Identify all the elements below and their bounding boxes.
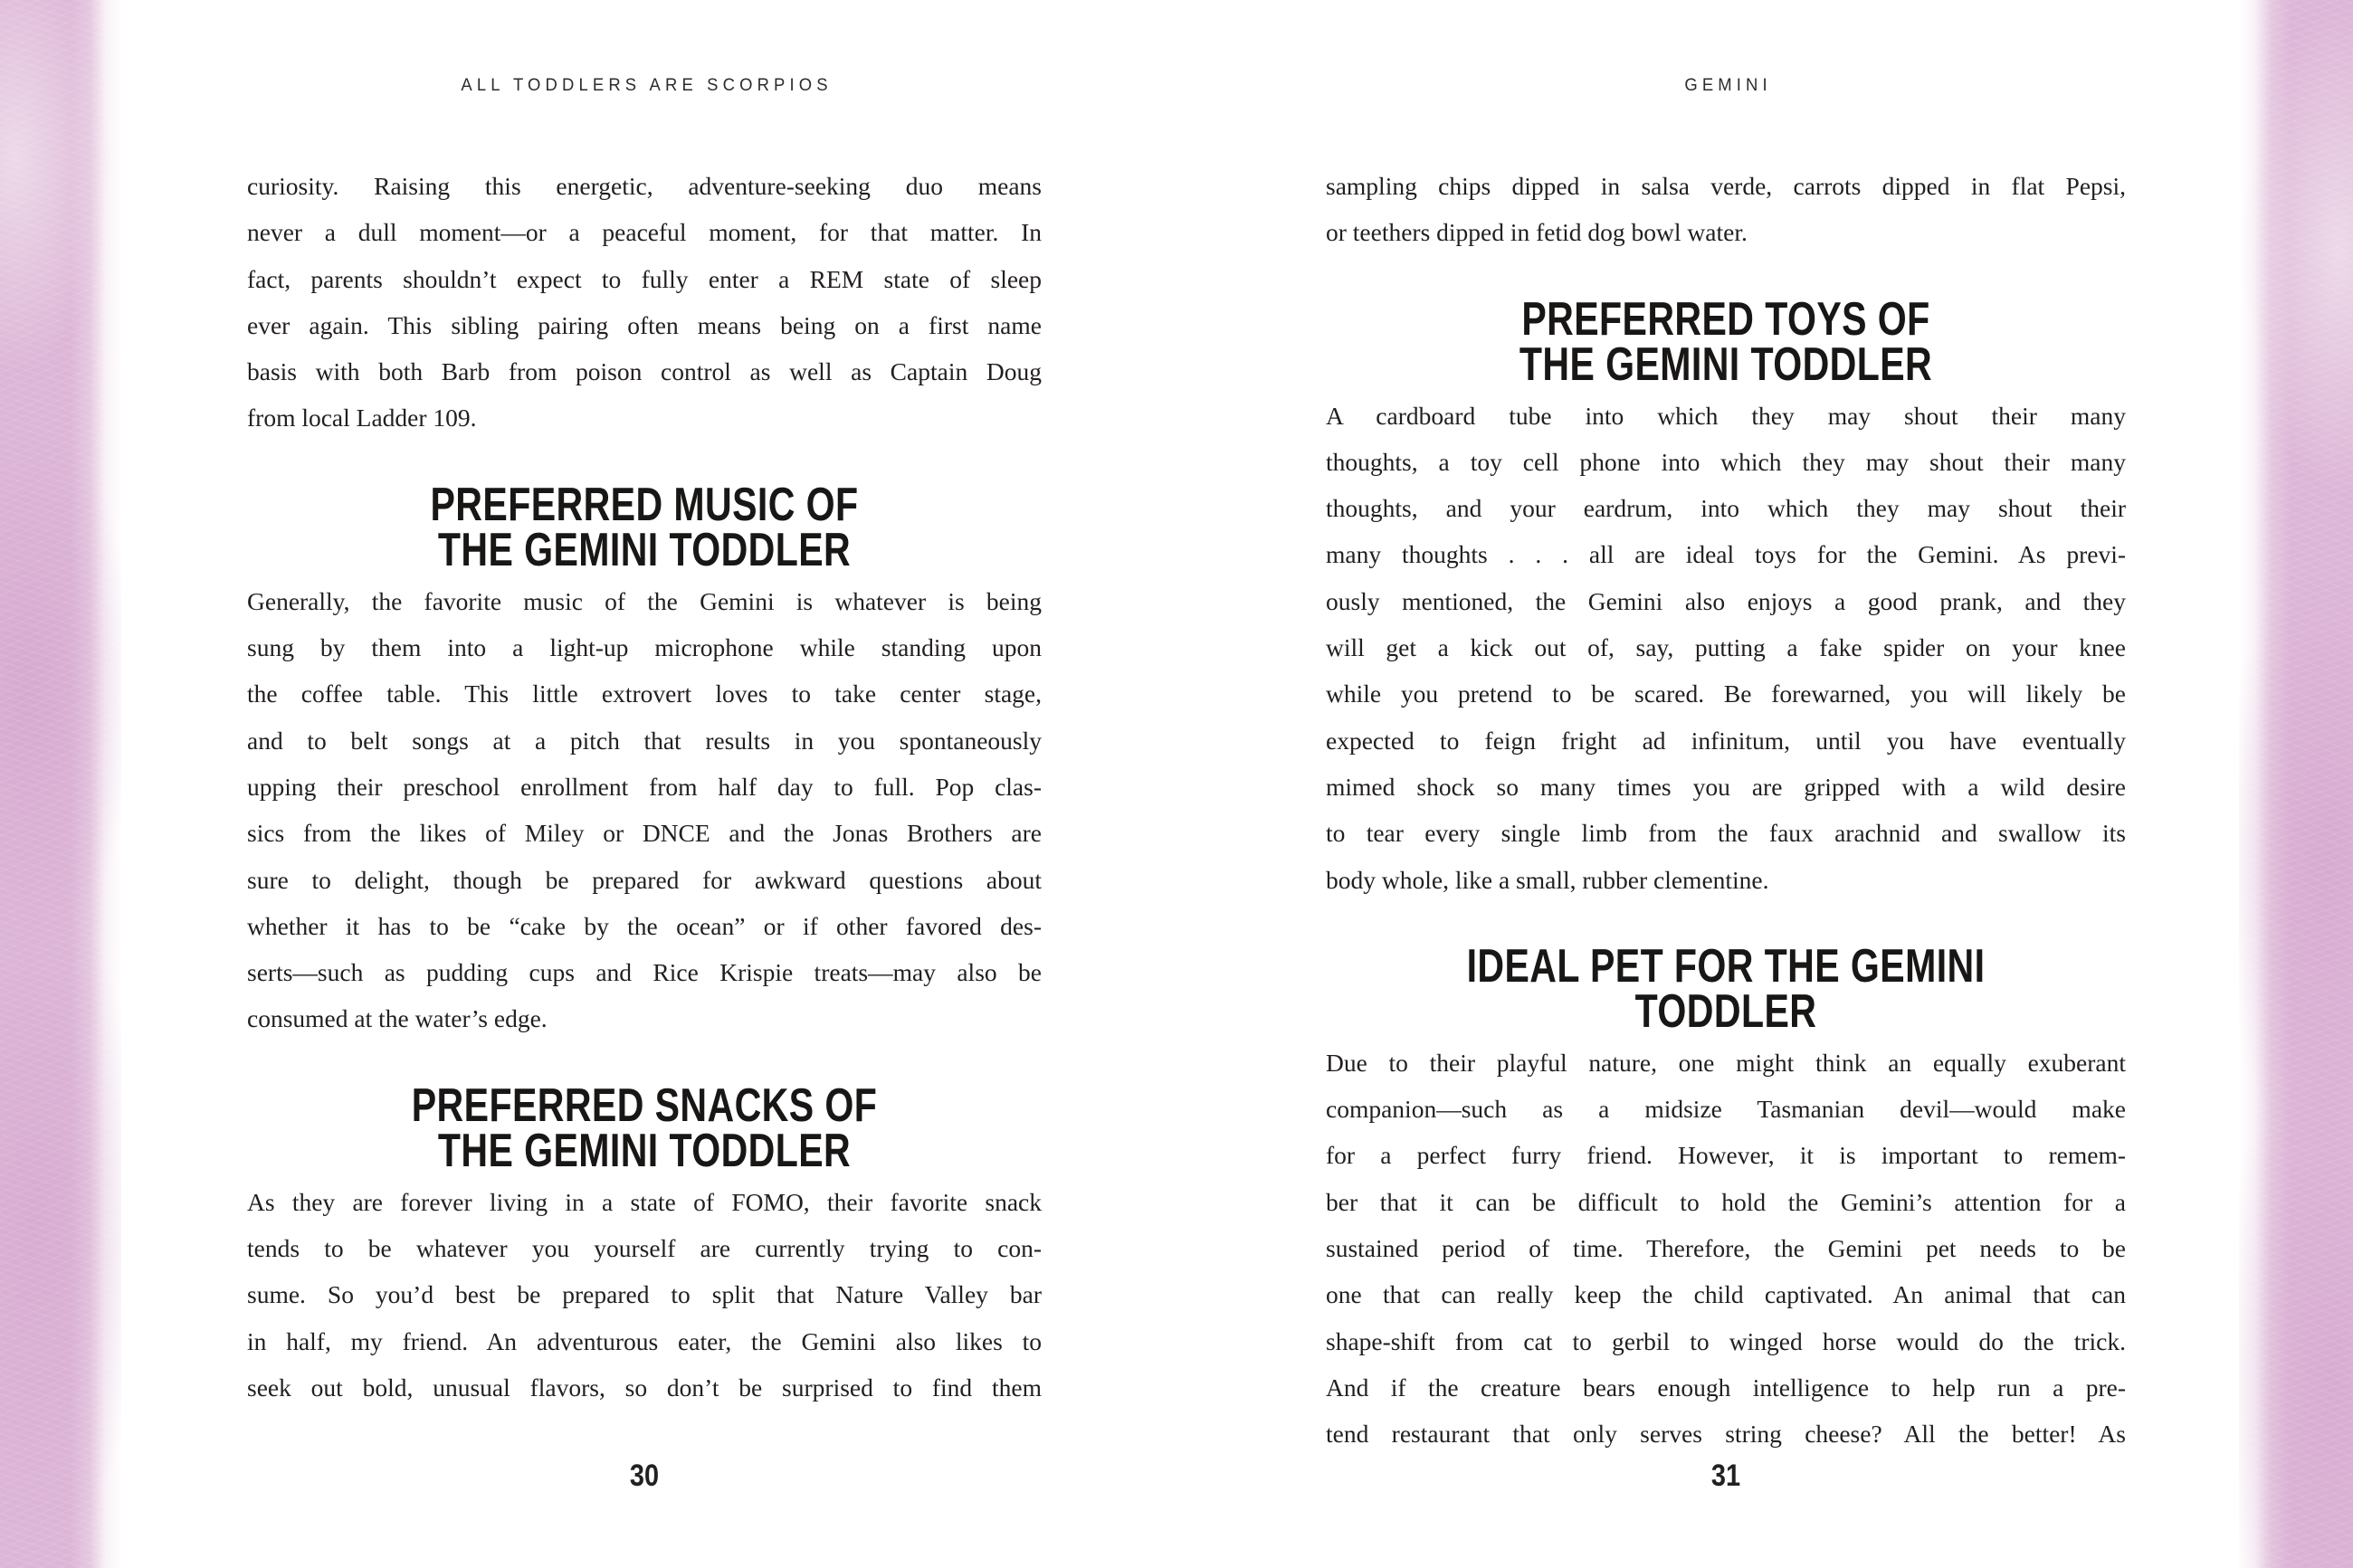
heading-line: THE GEMINI TODDLER <box>437 523 852 576</box>
text-line: or teethers dipped in fetid dog bowl water. <box>1326 218 1748 247</box>
text-line: seek out bold, unusual flavors, so don’t be surprised to find them <box>247 1373 1042 1402</box>
text-line: Due to their playful nature, one might think an equally exuberant <box>1326 1048 2126 1077</box>
text-line: serts—such as pudding cups and Rice Krispie treats—may also be <box>247 958 1042 987</box>
heading-line: PREFERRED SNACKS OF <box>411 1079 878 1132</box>
text-line: ever again. This sibling pairing often means being on a first name <box>247 310 1042 339</box>
text-line: body whole, like a small, rubber clementine. <box>1326 865 1769 894</box>
text-line: fact, parents shouldn’t expect to fully enter a REM state of sleep <box>247 264 1042 293</box>
paragraph <box>1326 163 2126 256</box>
text-line: companion—such as a midsize Tasmanian devil—would make <box>1326 1095 2126 1124</box>
text-line: sampling chips dipped in salsa verde, carrots dipped in flat Pepsi, <box>1326 172 2126 200</box>
section-heading <box>1410 939 2042 1038</box>
text-line: sics from the likes of Miley or DNCE and the Jonas Brothers are <box>247 819 1042 848</box>
page-number-right: 31 <box>1710 1459 1741 1493</box>
text-line: for a perfect furry friend. However, it is important to remem- <box>1326 1141 2126 1170</box>
page-number-left: 30 <box>629 1459 660 1493</box>
heading-line: THE GEMINI TODDLER <box>437 1124 852 1177</box>
text-line: mimed shock so many times you are gripped with a wild desire <box>1326 772 2126 801</box>
text-line: sume. So you’d best be prepared to split that Nature Valley bar <box>247 1280 1042 1309</box>
text-line: shape-shift from cat to gerbil to winged horse would do the trick. <box>1326 1326 2126 1355</box>
text-line: will get a kick out of, say, putting a fake spider on your knee <box>1326 633 2126 662</box>
text-line: Generally, the favorite music of the Gemini is whatever is being <box>247 586 1042 615</box>
text-line: thoughts, a toy cell phone into which they may shout their many <box>1326 447 2126 476</box>
text-line: ber that it can be difficult to hold the Gemini’s attention for a <box>1326 1187 2126 1216</box>
page-left <box>247 0 1042 1568</box>
text-line: in half, my friend. An adventurous eater, the Gemini also likes to <box>247 1326 1042 1355</box>
heading-line: THE GEMINI TODDLER <box>1519 337 1933 391</box>
text-line: upping their preschool enrollment from half day to full. Pop clas- <box>247 772 1042 801</box>
section-heading <box>330 1079 958 1177</box>
text-line: ously mentioned, the Gemini also enjoys a good prank, and they <box>1326 586 2126 615</box>
heading-line: IDEAL PET FOR THE GEMINI TODDLER <box>1466 939 1986 1038</box>
text-line: basis with both Barb from poison control as well as Captain Doug <box>247 357 1042 386</box>
watercolor-edge-right <box>2239 0 2353 1568</box>
text-line: tends to be whatever you yourself are currently trying to con- <box>247 1234 1042 1263</box>
paragraph <box>247 1179 1042 1411</box>
text-line: consumed at the water’s edge. <box>247 1004 548 1033</box>
text-line: expected to feign fright ad infinitum, until you have eventually <box>1326 726 2126 755</box>
text-line: and to belt songs at a pitch that results in you spontaneously <box>247 726 1042 755</box>
text-line: whether it has to be “cake by the ocean” or if other favored des- <box>247 911 1042 940</box>
text-line: never a dull moment—or a peaceful moment, for that matter. In <box>247 218 1042 247</box>
text-line: while you pretend to be scared. Be forewarned, you will likely be <box>1326 679 2126 708</box>
text-line: sustained period of time. Therefore, the Gemini pet needs to be <box>1326 1234 2126 1263</box>
text-line: sure to delight, though be prepared for awkward questions about <box>247 865 1042 894</box>
paragraph <box>247 163 1042 442</box>
heading-line: PREFERRED TOYS OF <box>1521 292 1930 346</box>
section-heading <box>330 478 958 576</box>
text-line: And if the creature bears enough intelligence to help run a pre- <box>1326 1373 2126 1402</box>
running-head-left: ALL TODDLERS ARE SCORPIOS <box>461 76 833 95</box>
paragraph <box>1326 393 2126 903</box>
running-head-right: GEMINI <box>1684 76 1772 95</box>
page-left-content <box>247 0 1042 1411</box>
text-line: to tear every single limb from the faux arachnid and swallow its <box>1326 819 2126 848</box>
page-right-content <box>1326 0 2126 1458</box>
text-line: many thoughts . . . all are ideal toys for the Gemini. As previ- <box>1326 540 2126 569</box>
text-line: thoughts, and your eardrum, into which they may shout their <box>1326 494 2126 523</box>
text-line: curiosity. Raising this energetic, adventure-seeking duo means <box>247 172 1042 200</box>
text-line: tend restaurant that only serves string cheese? All the better! As <box>1326 1420 2126 1449</box>
page-right <box>1326 0 2126 1568</box>
text-line: A cardboard tube into which they may shout their many <box>1326 401 2126 430</box>
paragraph <box>1326 1040 2126 1458</box>
section-heading <box>1410 292 2042 391</box>
heading-line: PREFERRED MUSIC OF <box>430 478 859 531</box>
text-line: the coffee table. This little extrovert loves to take center stage, <box>247 679 1042 708</box>
text-line: As they are forever living in a state of FOMO, their favorite snack <box>247 1187 1042 1216</box>
text-line: from local Ladder 109. <box>247 404 477 432</box>
text-line: sung by them into a light-up microphone while standing upon <box>247 633 1042 662</box>
paragraph <box>247 578 1042 1042</box>
text-line: one that can really keep the child captivated. An animal that can <box>1326 1280 2126 1309</box>
watercolor-edge-left <box>0 0 121 1568</box>
